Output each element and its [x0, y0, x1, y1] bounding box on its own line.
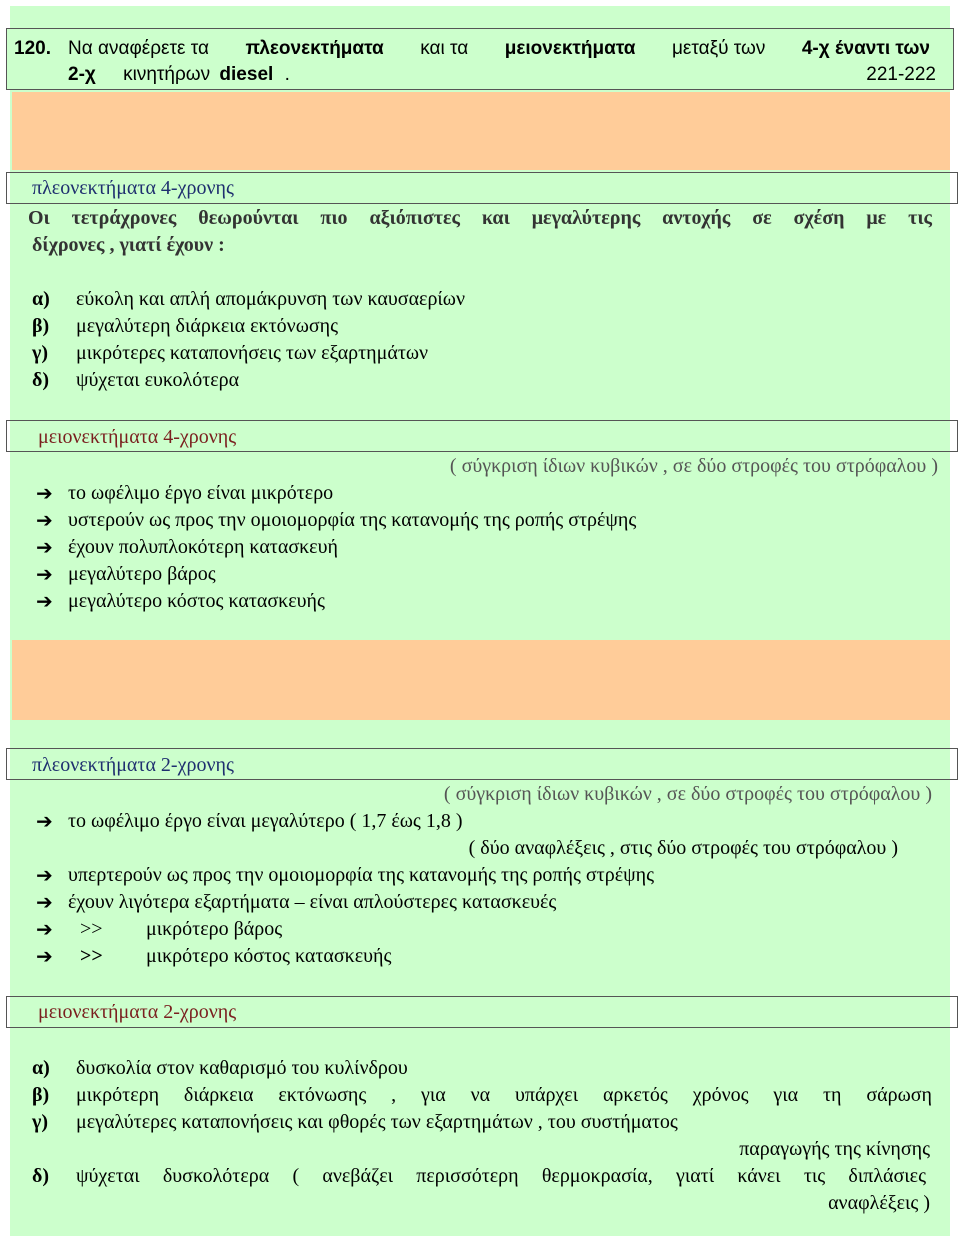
list-item: εύκολη και απλή απομάκρυνση των καυσαερίων: [76, 288, 466, 310]
arrow-icon: ➔: [36, 863, 53, 887]
question-text: μεταξύ των: [671, 38, 766, 59]
list-item: έχουν λιγότερα εξαρτήματα – είναι απλούστερες κατασκευές: [68, 891, 557, 913]
heading-advantages-2-stroke: πλεονεκτήματα 2-χρονης: [32, 754, 234, 776]
arrow-icon: ➔: [36, 917, 53, 941]
heading-advantages-4-stroke: πλεονεκτήματα 4-χρονης: [32, 177, 234, 199]
list-item: μικρότερες καταπονήσεις των εξαρτημάτων: [76, 342, 429, 364]
list-marker: δ): [32, 369, 50, 391]
ditto-mark: >>: [80, 918, 103, 940]
arrow-icon: ➔: [36, 809, 53, 833]
arrow-icon: ➔: [36, 481, 53, 505]
list-item: μεγαλύτερο κόστος κατασκευής: [68, 590, 325, 612]
heading-disadvantages-4-stroke: μειονεκτήματα 4-χρονης: [38, 426, 237, 448]
question-text: Να αναφέρετε τα: [68, 38, 209, 59]
separator-band: [12, 640, 950, 720]
arrow-icon: ➔: [36, 890, 53, 914]
list-marker: γ): [32, 1111, 49, 1133]
list-item-note: ( δύο αναφλέξεις , στις δύο στροφές του στρόφαλου ): [468, 837, 898, 859]
list-item: ψύχεται ευκολότερα: [76, 369, 240, 391]
list-item: μικρότερο κόστος κατασκευής: [146, 945, 392, 967]
list-item: υπερτερούν ως προς την ομοιομορφία της κατανομής της ροπής στρέψης: [68, 864, 654, 886]
comparison-note: ( σύγκριση ίδιων κυβικών , σε δύο στροφές του στρόφαλου ): [449, 455, 938, 477]
question-keyword-diesel: diesel: [219, 64, 274, 85]
list-item: το ωφέλιμο έργο είναι μικρότερο: [68, 482, 334, 504]
arrow-icon: ➔: [36, 535, 53, 559]
list-item: το ωφέλιμο έργο είναι μεγαλύτερο ( 1,7 έως 1,8 ): [68, 810, 463, 832]
question-text: και τα: [420, 38, 469, 59]
list-item: μεγαλύτερη διάρκεια εκτόνωσης: [76, 315, 339, 337]
question-number: 120.: [14, 38, 51, 59]
list-marker: α): [32, 1057, 50, 1079]
question-keyword-2x: 2-χ: [68, 64, 96, 85]
arrow-icon: ➔: [36, 508, 53, 532]
list-item: μικρότερο βάρος: [146, 918, 283, 940]
list-marker: β): [32, 1084, 50, 1106]
heading-disadvantages-2-stroke: μειονεκτήματα 2-χρονης: [38, 1001, 237, 1023]
list-marker: β): [32, 315, 50, 337]
intro-line-2: δίχρονες , γιατί έχουν :: [32, 234, 225, 256]
list-item: έχουν πολυπλοκότερη κατασκευή: [68, 536, 338, 558]
intro-line-1: Οι τετράχρονες θεωρούνται πιο αξιόπιστες και μεγαλύτερης αντοχής σε σχέση με τις: [28, 207, 932, 229]
arrow-icon: ➔: [36, 944, 53, 968]
separator-band: [12, 92, 950, 170]
question-text: .: [284, 64, 290, 85]
question-text: κινητήρων: [123, 64, 211, 85]
list-item: υστερούν ως προς την ομοιομορφία της κατανομής της ροπής στρέψης: [68, 509, 637, 531]
question-line-2: [68, 64, 290, 86]
list-item: μεγαλύτερο βάρος: [68, 563, 216, 585]
arrow-icon: ➔: [36, 562, 53, 586]
question-line-1: [68, 38, 930, 60]
list-item: ψύχεται δυσκολότερα ( ανεβάζει περισσότερη θερμοκρασία, γιατί κάνει τις διπλάσιες: [76, 1165, 926, 1187]
question-pages: 221-222: [866, 64, 936, 85]
list-item-continuation: αναφλέξεις ): [828, 1192, 930, 1214]
list-marker: α): [32, 288, 50, 310]
list-marker: δ): [32, 1165, 50, 1187]
list-item: μεγαλύτερες καταπονήσεις και φθορές των εξαρτημάτων , του συστήματος: [76, 1111, 678, 1133]
ditto-mark: >>: [80, 945, 103, 967]
list-marker: γ): [32, 342, 49, 364]
list-item-continuation: παραγωγής της κίνησης: [739, 1138, 930, 1160]
question-keyword-disadvantages: μειονεκτήματα: [504, 38, 636, 59]
list-item: μικρότερη διάρκεια εκτόνωσης , για να υπάρχει αρκετός χρόνος για τη σάρωση: [76, 1084, 932, 1106]
question-keyword-comparison: 4-χ έναντι των: [801, 38, 930, 59]
list-item: δυσκολία στον καθαρισμό του κυλίνδρου: [76, 1057, 408, 1079]
arrow-icon: ➔: [36, 589, 53, 613]
question-keyword-advantages: πλεονεκτήματα: [245, 38, 384, 59]
comparison-note: ( σύγκριση ίδιων κυβικών , σε δύο στροφές του στρόφαλου ): [443, 783, 932, 805]
